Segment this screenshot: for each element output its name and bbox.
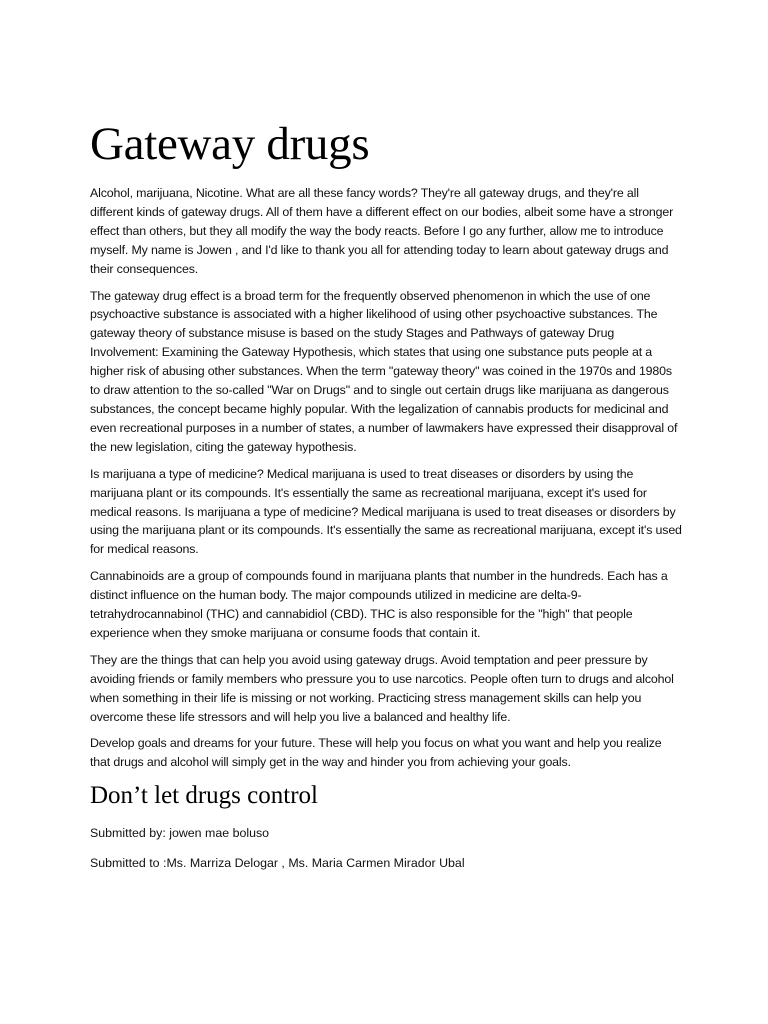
document-title: Gateway drugs: [90, 118, 370, 170]
paragraph-goals: Develop goals and dreams for your future. These will help you focus on what you want and help you realize that drugs and alcohol will simply get in the way and hinder you from achieving your goals.: [90, 736, 662, 770]
submitted-by: Submitted by: jowen mae boluso: [90, 826, 270, 841]
paragraph-cannabinoids: Cannabinoids are a group of compounds found in marijuana plants that number in the hundreds. Each has a distinct influence on the human body. The major compounds utilized in medicine are delta-9-tetrahydrocannabinol (THC) and cannabidiol (CBD). THC is also responsible for the "high" that people experience when they smoke marijuana or consume foods that contain it.: [90, 569, 668, 640]
paragraph-medical-marijuana: Is marijuana a type of medicine? Medical marijuana is used to treat diseases or disorders by using the marijuana plant or its compounds. It's essentially the same as recreational marijuana, except it's used for medical reasons. Is marijuana a type of medicine? Medical marijuana is used to treat diseases or disorders by using the marijuana plant or its compounds. It's essentially the same as recreational marijuana, except it's used for medical reasons.: [90, 466, 682, 557]
paragraph-avoidance: They are the things that can help you avoid using gateway drugs. Avoid temptation and peer pressure by avoiding friends or family members who pressure you to use narcotics. People often turn to drugs and alcohol when something in their life is missing or not working. Practicing stress management skills can help you overcome these life stressors and will help you live a balanced and healthy life.: [90, 652, 674, 724]
paragraph-introduction: Alcohol, marijuana, Nicotine. What are all these fancy words? They're all gateway drugs, and they're all different kinds of gateway drugs. All of them have a different effect on our bodies, albeit some have a stronger effect than others, but they all modify the way the body reacts. Before I go any further, allow me to introduce myself. My name is Jowen , and I'd like to thank you all for attending today to learn about gateway drugs and their consequences.: [90, 186, 674, 276]
submitted-to: Submitted to :Ms. Marriza Delogar , Ms. Maria Carmen Mirador Ubal: [90, 856, 465, 871]
paragraph-gateway-effect: The gateway drug effect is a broad term for the frequently observed phenomenon in which the use of one psychoactive substance is associated with a higher likelihood of using other psychoactive substances. The gateway theory of substance misuse is based on the study Stages and Pathways of gateway Drug Involvement: Examining the Gateway Hypothesis, which states that using one substance puts people at a higher risk of abusing other substances. When the term "gateway theory" was coined in the 1970s and 1980s to draw attention to the so-called "War on Drugs" and to single out certain drugs like marijuana as dangerous substances, the concept became highly popular. With the legalization of cannabis products for medicinal and even recreational purposes in a number of states, a number of lawmakers have expressed their disapproval of the new legislation, citing the gateway hypothesis.: [90, 288, 678, 454]
document-subheading: Don’t let drugs control: [90, 782, 318, 810]
document-content: [90, 114, 682, 884]
